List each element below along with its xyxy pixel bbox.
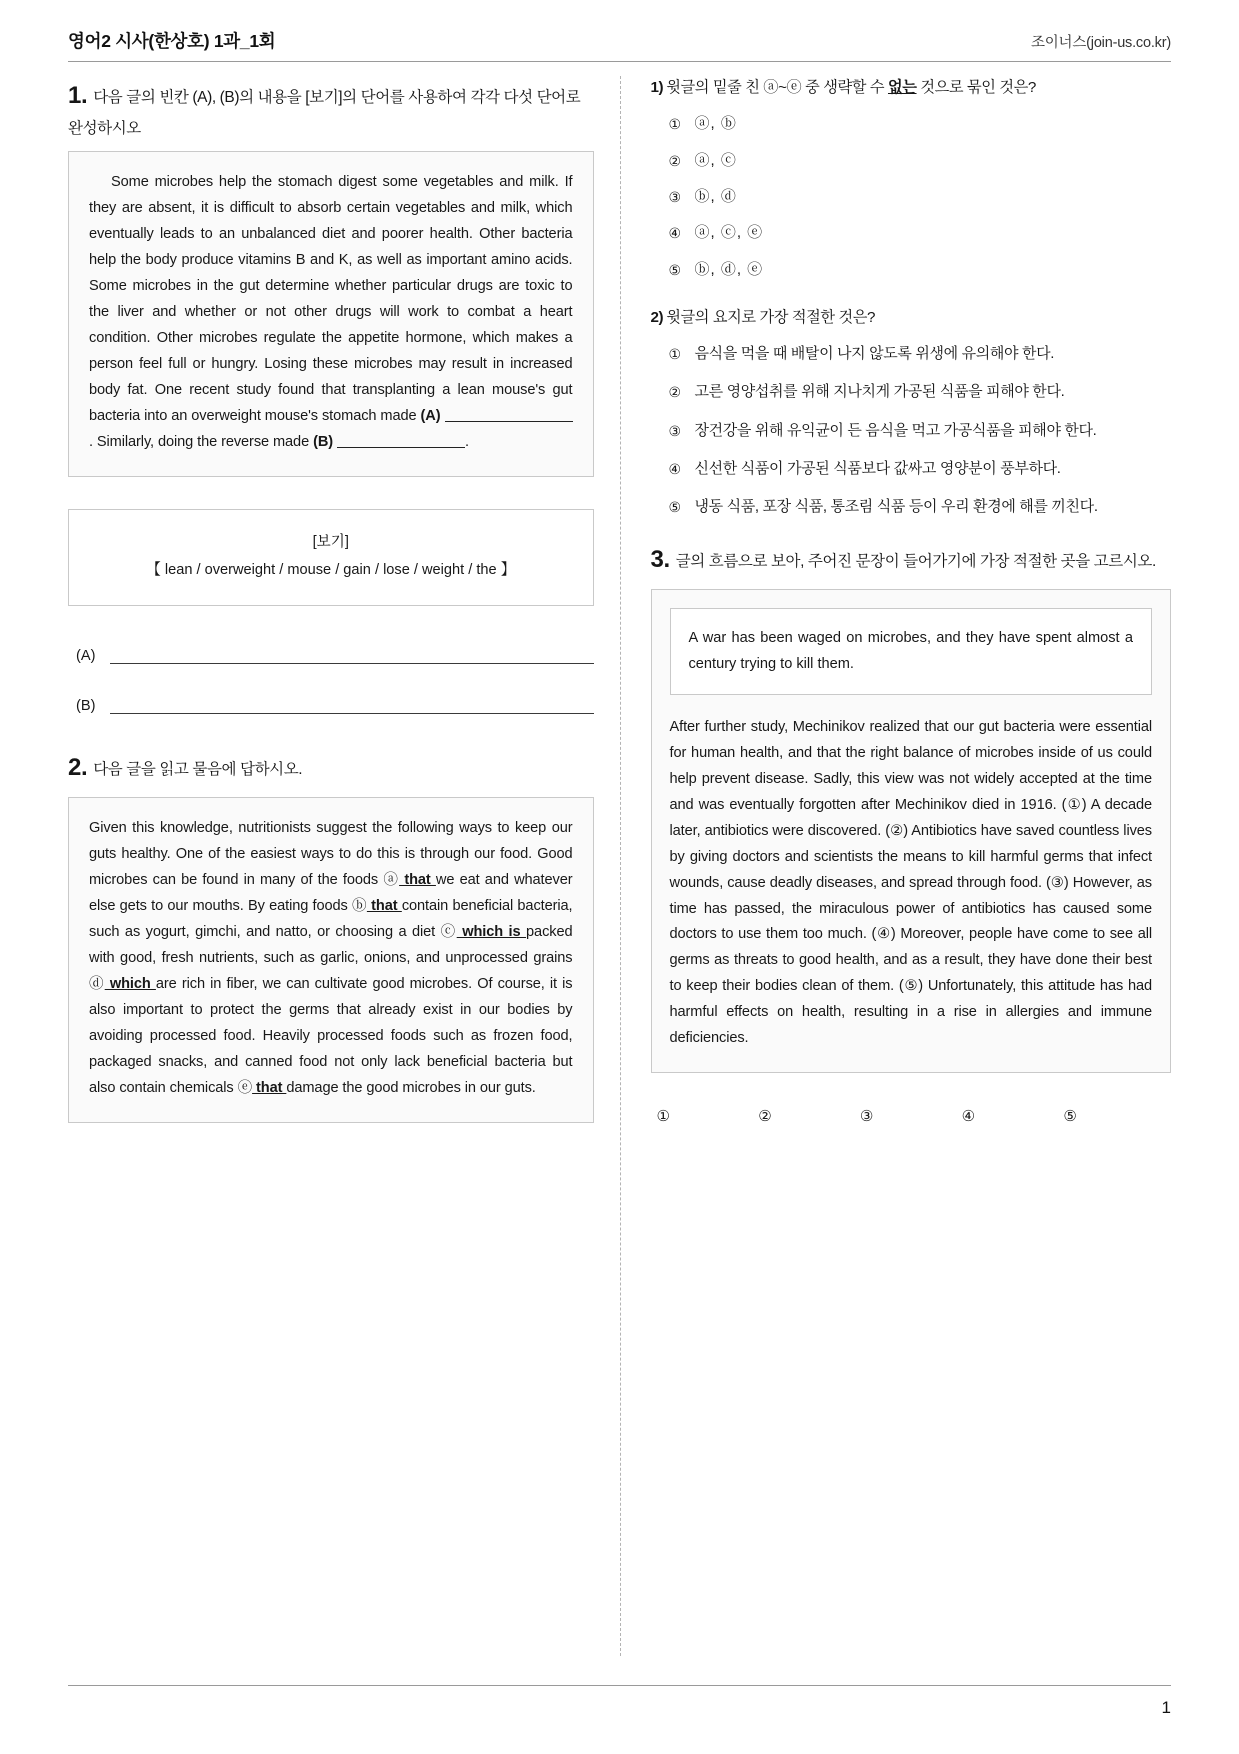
answer-marker-1[interactable]: ①: [656, 1108, 670, 1126]
passage-text-run: we eat and whatever else gets to our mouths. By eating foods: [89, 872, 573, 915]
choice-label: 냉동 식품, 포장 식품, 통조림 식품 등이 우리 환경에 해를 끼친다.: [694, 498, 1098, 516]
page-number: 1: [1161, 1698, 1171, 1717]
subquestion-1-prompt-emphasis: 없는: [887, 79, 917, 96]
choice-label: 신선한 식품이 가공된 식품보다 값싸고 영양분이 풍부하다.: [694, 460, 1061, 477]
answer-row-a: [76, 648, 594, 664]
q1-passage-mid: . Similarly, doing the reverse made: [89, 433, 310, 450]
choice-option[interactable]: [651, 221, 1172, 245]
answer-marker-3[interactable]: ③: [859, 1108, 874, 1126]
choice-label: ⓑ, ⓓ, ⓔ: [694, 260, 764, 278]
passage-text-run: Given this knowledge, nutritionists suggest the following ways to keep our guts healthy. One of the easiest ways to do this is through our food. Good microbes can be found in many of the foods: [89, 820, 573, 889]
inserted-sentence-box: [670, 608, 1153, 695]
choice-marker: ①: [668, 116, 681, 133]
subquestion-1-heading: [651, 76, 1172, 100]
choice-label: 장건강을 위해 유익균이 든 음식을 먹고 가공식품을 피해야 한다.: [694, 421, 1097, 439]
q2-passage-text: [89, 816, 573, 1102]
choice-marker: ⑤: [668, 261, 681, 278]
subquestion-2-number: 2): [650, 308, 664, 326]
question-3-answer-markers: [651, 1107, 1172, 1125]
circled-letter-marker: ⓑ: [352, 898, 367, 915]
circled-letter-marker: ⓐ: [383, 872, 400, 889]
choice-marker: ①: [668, 346, 681, 363]
q1-blank-a-line[interactable]: [445, 421, 573, 422]
page-footer: [68, 1685, 1171, 1718]
page-header: [68, 0, 1171, 62]
answer-marker-2[interactable]: ②: [758, 1108, 772, 1126]
choice-option[interactable]: [651, 185, 1172, 209]
question-2-passage: [68, 797, 594, 1123]
choice-option[interactable]: [651, 112, 1172, 136]
answer-row-b: [76, 698, 594, 714]
header-site-label: 조이너스(join-us.co.kr): [1030, 35, 1171, 51]
choice-marker: ④: [668, 225, 681, 242]
answer-marker-5[interactable]: ⑤: [1063, 1108, 1077, 1126]
subquestion-1-number: 1): [650, 79, 664, 96]
choice-option[interactable]: [651, 495, 1172, 519]
choice-label: ⓑ, ⓓ: [694, 187, 737, 205]
q1-passage-part1: Some microbes help the stomach digest some vegetables and milk. If they are absent, it is difficult to absorb certain vegetables and milk, which eventually leads to an unbalanced diet and poorer health. Other bacteria help the body produce vitamins B and K, as well as important amino acids. Some microbes in the gut determine whether particular drugs are toxic to the liver and whether or not other drugs will work to combat a heart condition. Other microbes regulate the appetite hormone, which makes a person feel full or hungry. Losing these microbes may result in increased body fat. One recent study found that transplanting a lean mouse's gut bacteria into an overweight mouse's stomach made: [89, 174, 573, 424]
answer-a-writing-line[interactable]: [110, 652, 594, 664]
q1-blank-a-label: (A): [420, 407, 441, 424]
choice-option[interactable]: [651, 258, 1172, 282]
circled-letter-marker: ⓒ: [440, 924, 457, 941]
q1-blank-b-line[interactable]: [337, 447, 465, 448]
bogi-box: [68, 509, 594, 606]
two-column-body: [68, 76, 1171, 1656]
passage-text-run: packed with good, fresh nutrients, such as garlic, onions, and unprocessed grains: [89, 924, 573, 967]
subquestion-1-prompt-after: 것으로 묶인 것은?: [916, 79, 1036, 96]
answer-a-label: (A): [76, 647, 96, 664]
circled-letter-marker: ⓔ: [237, 1080, 253, 1096]
question-3-number: 3.: [650, 545, 670, 573]
question-2-heading: [68, 748, 594, 788]
subquestion-2-prompt: 윗글의 요지로 가장 적절한 것은?: [666, 308, 876, 326]
choice-label: ⓐ, ⓑ: [694, 115, 737, 133]
underlined-grammar-item: which is: [456, 924, 527, 941]
underlined-grammar-item: that: [366, 898, 402, 915]
right-column: [620, 76, 1172, 1656]
answer-marker-4[interactable]: ④: [961, 1108, 976, 1126]
choice-marker: ②: [668, 152, 681, 169]
passage-text-run: are rich in fiber, we can cultivate good microbes. Of course, it is also important to protect the germs that already exist in our bodies by avoiding processed food. Heavily processed foods such as frozen food, packaged snacks, and canned food not only lack beneficial bacteria but also contain chemicals: [89, 976, 573, 1096]
choice-label: 고른 영양섭취를 위해 지나치게 가공된 식품을 피해야 한다.: [694, 383, 1065, 401]
question-2-number: 2.: [68, 753, 88, 781]
choice-label: ⓐ, ⓒ, ⓔ: [694, 224, 764, 242]
choice-option[interactable]: [651, 419, 1172, 443]
circled-letter-marker: ⓓ: [89, 976, 105, 993]
choice-label: ⓐ, ⓒ: [694, 151, 737, 169]
question-3-body-text: After further study, Mechinikov realized that our gut bacteria were essential for human health, and that the right balance of microbes inside of us could help prevent disease. Sadly, this view was not widely accepted at the time and was eventually forgotten after Mechinikov died in 1916. (①) A decade later, antibiotics were discovered. (②) Antibiotics have saved countless lives by giving doctors and scientists the means to kill harmful germs that infect wounds, cause deadly diseases, and spread through food. (③) However, as time has passed, the miraculous power of antibiotics has caused some doctors to use them too much. (④) Moreover, people have come to see all germs as threats to good health, and as a result, they have done their best to keep their bodies clean of them. (⑤) Unfortunately, this attitude has had harmful effects on health, resulting in a rise in allergies and immune deficiencies.: [669, 718, 1152, 1047]
choice-marker: ③: [668, 188, 681, 205]
subquestion-1-prompt-before: 윗글의 밑줄 친 ⓐ~ⓔ 중 생략할 수: [666, 79, 888, 96]
subquestion-2-choices: [651, 342, 1172, 519]
underlined-grammar-item: that: [252, 1080, 287, 1096]
choice-marker: ④: [668, 461, 681, 477]
passage-text-run: damage the good microbes in our guts.: [286, 1080, 536, 1096]
underlined-grammar-item: that: [399, 872, 436, 889]
choice-label: 음식을 먹을 때 배탈이 나지 않도록 위생에 유의해야 한다.: [694, 345, 1055, 363]
q1-passage-end: .: [465, 433, 469, 450]
q1-blank-b-label: (B): [313, 433, 334, 450]
subquestion-1-choices: [651, 112, 1172, 281]
choice-option[interactable]: [651, 380, 1172, 404]
bogi-title: [보기]: [312, 533, 349, 550]
inserted-sentence-text: A war has been waged on microbes, and they have spent almost a century trying to kill them.: [688, 630, 1133, 673]
question-1-passage: [68, 151, 594, 477]
question-1-prompt: 다음 글의 빈칸 (A), (B)의 내용을 [보기]의 단어를 사용하여 각각 다섯 단어로 완성하시오: [68, 89, 581, 137]
answer-b-label: (B): [76, 697, 96, 714]
question-1-answer-area: [68, 648, 594, 714]
choice-marker: ③: [668, 422, 681, 439]
choice-marker: ⑤: [668, 499, 681, 516]
question-3-heading: [651, 540, 1172, 580]
header-title: 영어2 시사(한상호) 1과_1회: [68, 31, 276, 51]
passage-text-run: contain beneficial bacteria, such as yogurt, gimchi, and natto, or choosing a diet: [89, 898, 573, 941]
question-3-prompt: 글의 흐름으로 보아, 주어진 문장이 들어가기에 가장 적절한 곳을 고르시오.: [675, 552, 1156, 570]
question-1-heading: [68, 76, 594, 141]
choice-option[interactable]: [651, 457, 1172, 481]
answer-b-writing-line[interactable]: [110, 702, 594, 714]
question-2-prompt: 다음 글을 읽고 물음에 답하시오.: [93, 760, 303, 778]
question-1-number: 1.: [68, 82, 88, 109]
choice-option[interactable]: [651, 149, 1172, 173]
underlined-grammar-item: which: [104, 976, 156, 993]
choice-marker: ②: [668, 384, 681, 401]
choice-option[interactable]: [651, 342, 1172, 366]
bogi-words: 【 lean / overweight / mouse / gain / lose / weight / the 】: [146, 562, 516, 579]
question-3-passage-box: [651, 589, 1172, 1073]
left-column: [68, 76, 620, 1656]
subquestion-2-heading: [651, 306, 1172, 330]
